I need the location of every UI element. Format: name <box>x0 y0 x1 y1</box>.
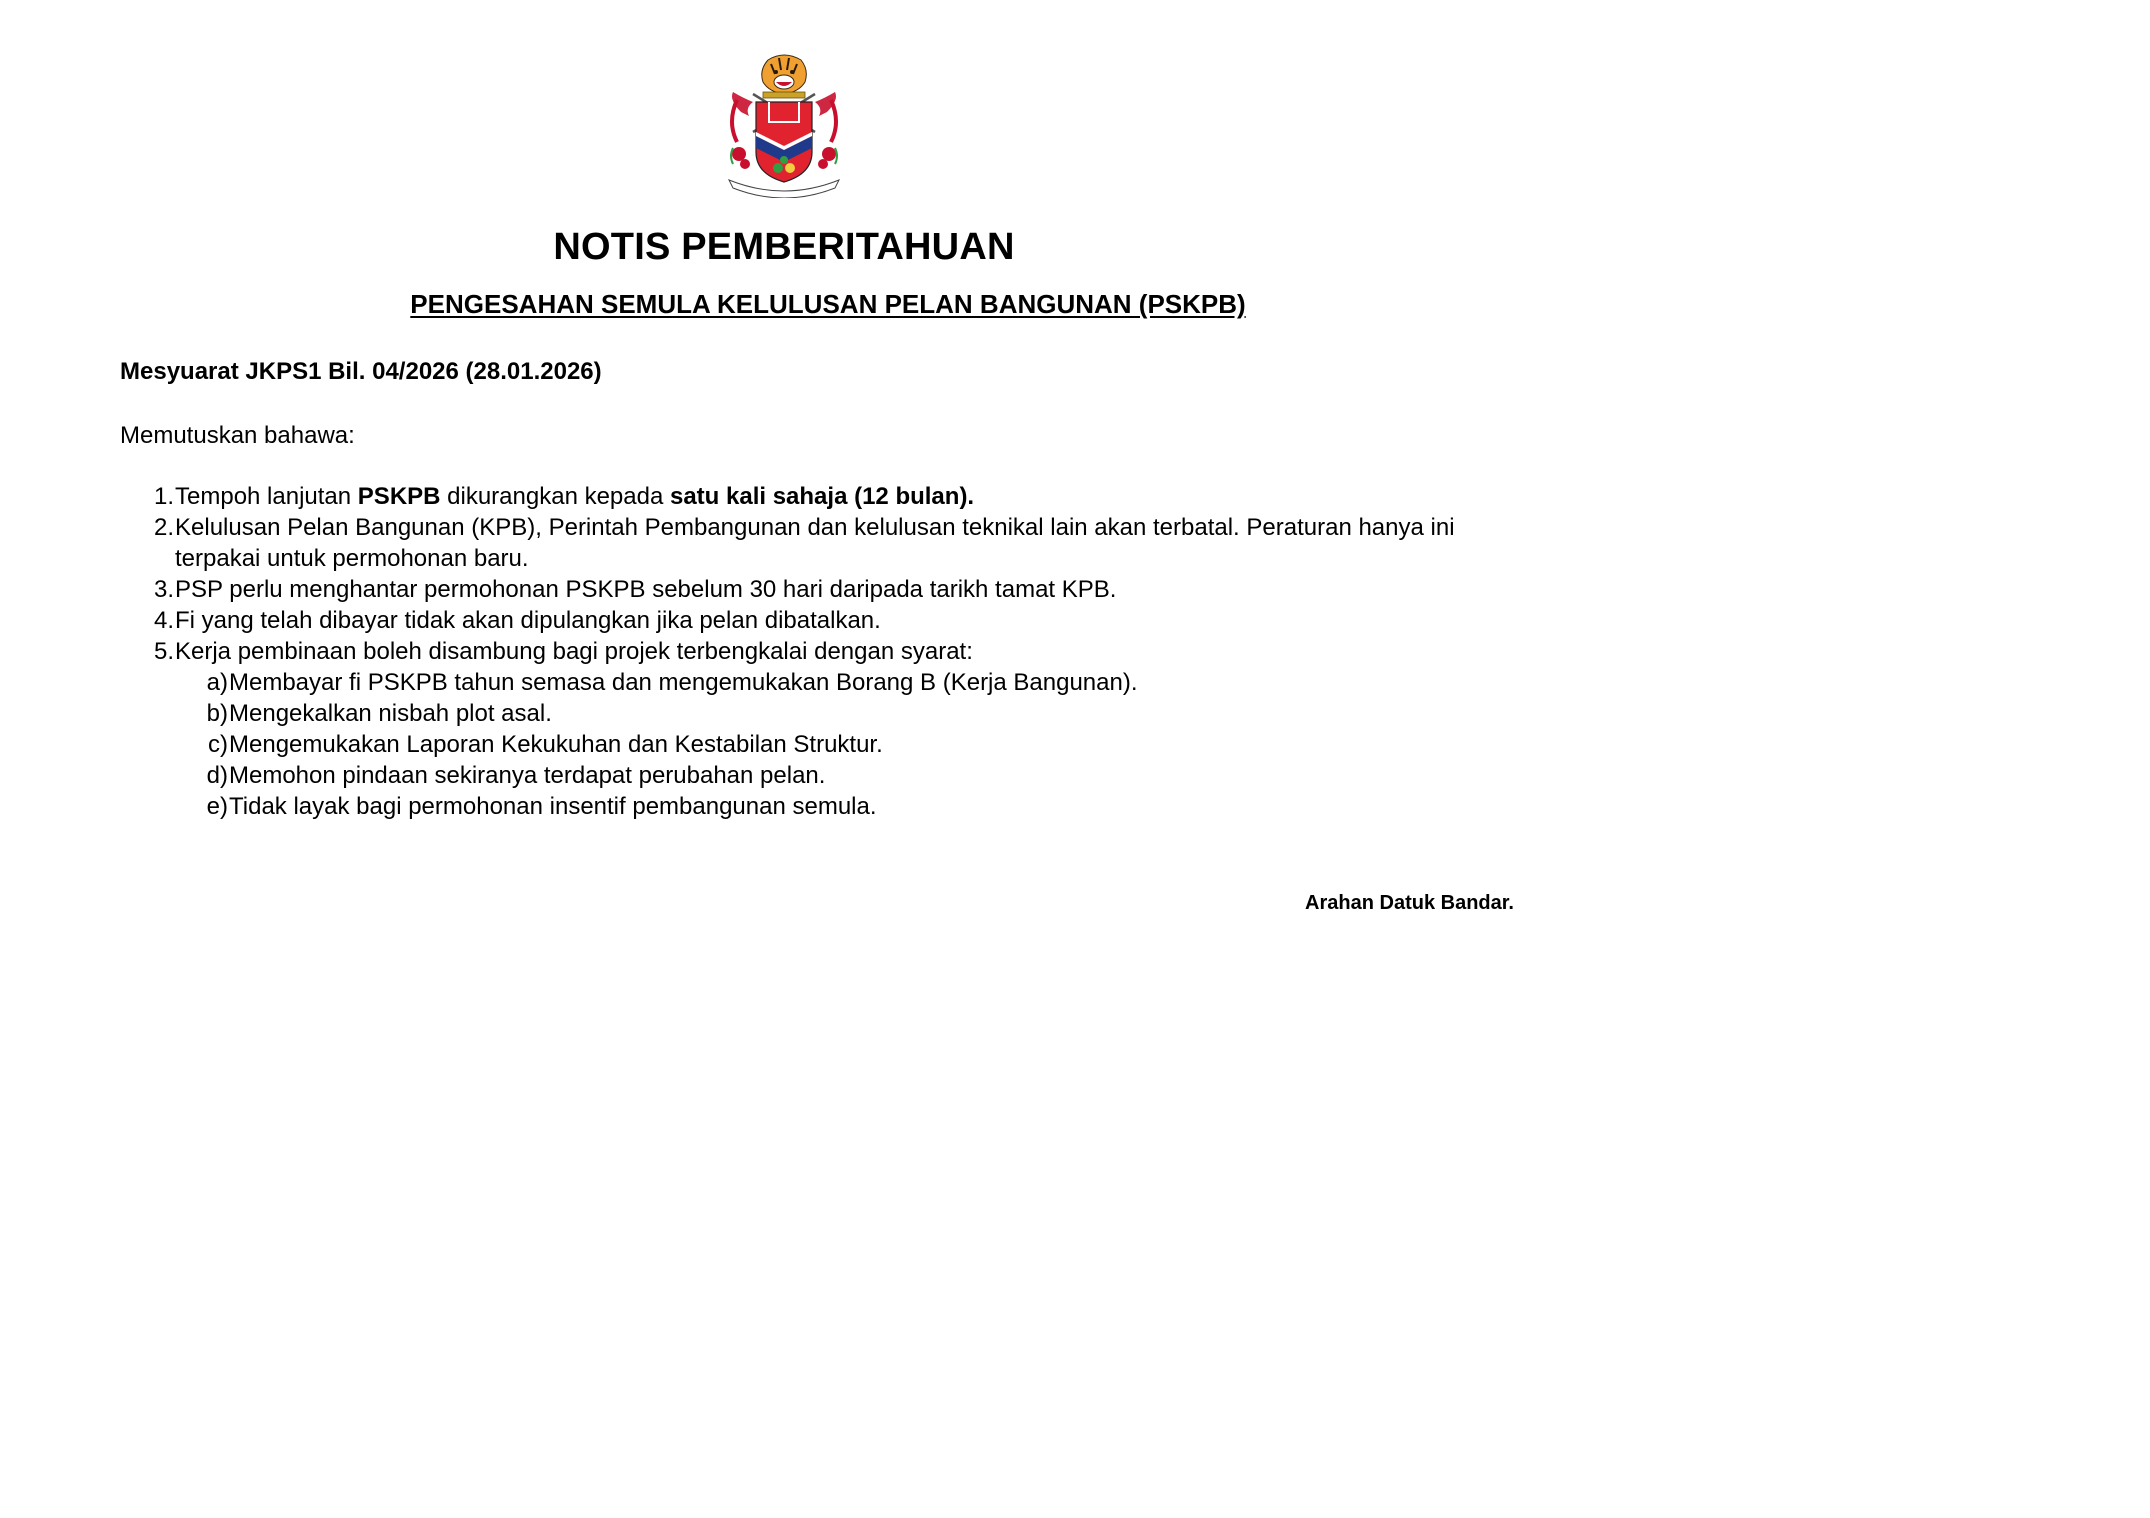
intro-text: Memutuskan bahawa: <box>120 422 355 449</box>
sub-list-item <box>120 791 1530 822</box>
dbkl-coat-of-arms-icon <box>723 52 845 198</box>
decision-list <box>120 481 1530 822</box>
sub-list-item-label: a) <box>206 669 228 696</box>
sub-list-item <box>120 698 1530 729</box>
sub-list-item-text: Membayar fi PSKPB tahun semasa dan mengemukakan Borang B (Kerja Bangunan). <box>229 669 1138 696</box>
list-item <box>120 636 1530 667</box>
sub-list-item-text: Mengekalkan nisbah plot asal. <box>229 700 552 727</box>
sub-list-item-label: d) <box>206 762 228 789</box>
signature-line: Arahan Datuk Bandar. <box>1305 892 1514 914</box>
meeting-reference: Mesyuarat JKPS1 Bil. 04/2026 (28.01.2026) <box>120 358 602 385</box>
list-item <box>120 605 1530 636</box>
notice-subtitle: PENGESAHAN SEMULA KELULUSAN PELAN BANGUNAN (PSKPB) <box>410 289 1246 319</box>
sub-list-item-text: Mengemukakan Laporan Kekukuhan dan Kestabilan Struktur. <box>229 731 883 758</box>
list-item-number: 2. <box>153 514 174 541</box>
list-item-bold-part: PSKPB <box>357 483 441 510</box>
list-item-number: 1. <box>153 483 174 510</box>
list-item-text: Kelulusan Pelan Bangunan (KPB), Perintah Pembangunan dan kelulusan teknikal lain akan terbatal. Peraturan hanya ini terpakai untuk permohonan baru. <box>175 514 1455 572</box>
sub-list-item-label: c) <box>208 731 228 758</box>
notice-title: NOTIS PEMBERITAHUAN <box>553 226 1015 268</box>
sub-list-item-label: b) <box>206 700 228 727</box>
list-item-number: 5. <box>153 638 174 665</box>
sub-list-item-label: e) <box>206 793 228 820</box>
list-item <box>120 574 1530 605</box>
tiger-crest-icon <box>762 55 807 94</box>
list-item-number: 4. <box>153 607 174 634</box>
list-item-number: 3. <box>153 576 174 603</box>
sub-list-item <box>120 667 1530 698</box>
list-item <box>120 512 1530 574</box>
list-item-text: Kerja pembinaan boleh disambung bagi projek terbengkalai dengan syarat: <box>175 638 973 665</box>
list-item-bold-part: satu kali sahaja (12 bulan). <box>669 483 975 510</box>
list-item-text: Fi yang telah dibayar tidak akan dipulangkan jika pelan dibatalkan. <box>175 607 881 634</box>
list-item-text-part: Tempoh lanjutan <box>175 483 358 510</box>
list-item <box>120 481 1530 512</box>
list-item-text-part: dikurangkan kepada <box>440 483 670 510</box>
sub-list-item-text: Tidak layak bagi permohonan insentif pembangunan semula. <box>229 793 877 820</box>
sub-list-item <box>120 729 1530 760</box>
list-item-text: PSP perlu menghantar permohonan PSKPB sebelum 30 hari daripada tarikh tamat KPB. <box>175 576 1117 603</box>
sub-list-item <box>120 760 1530 791</box>
sub-list-item-text: Memohon pindaan sekiranya terdapat perubahan pelan. <box>229 762 826 789</box>
list-item-text <box>174 481 1530 512</box>
